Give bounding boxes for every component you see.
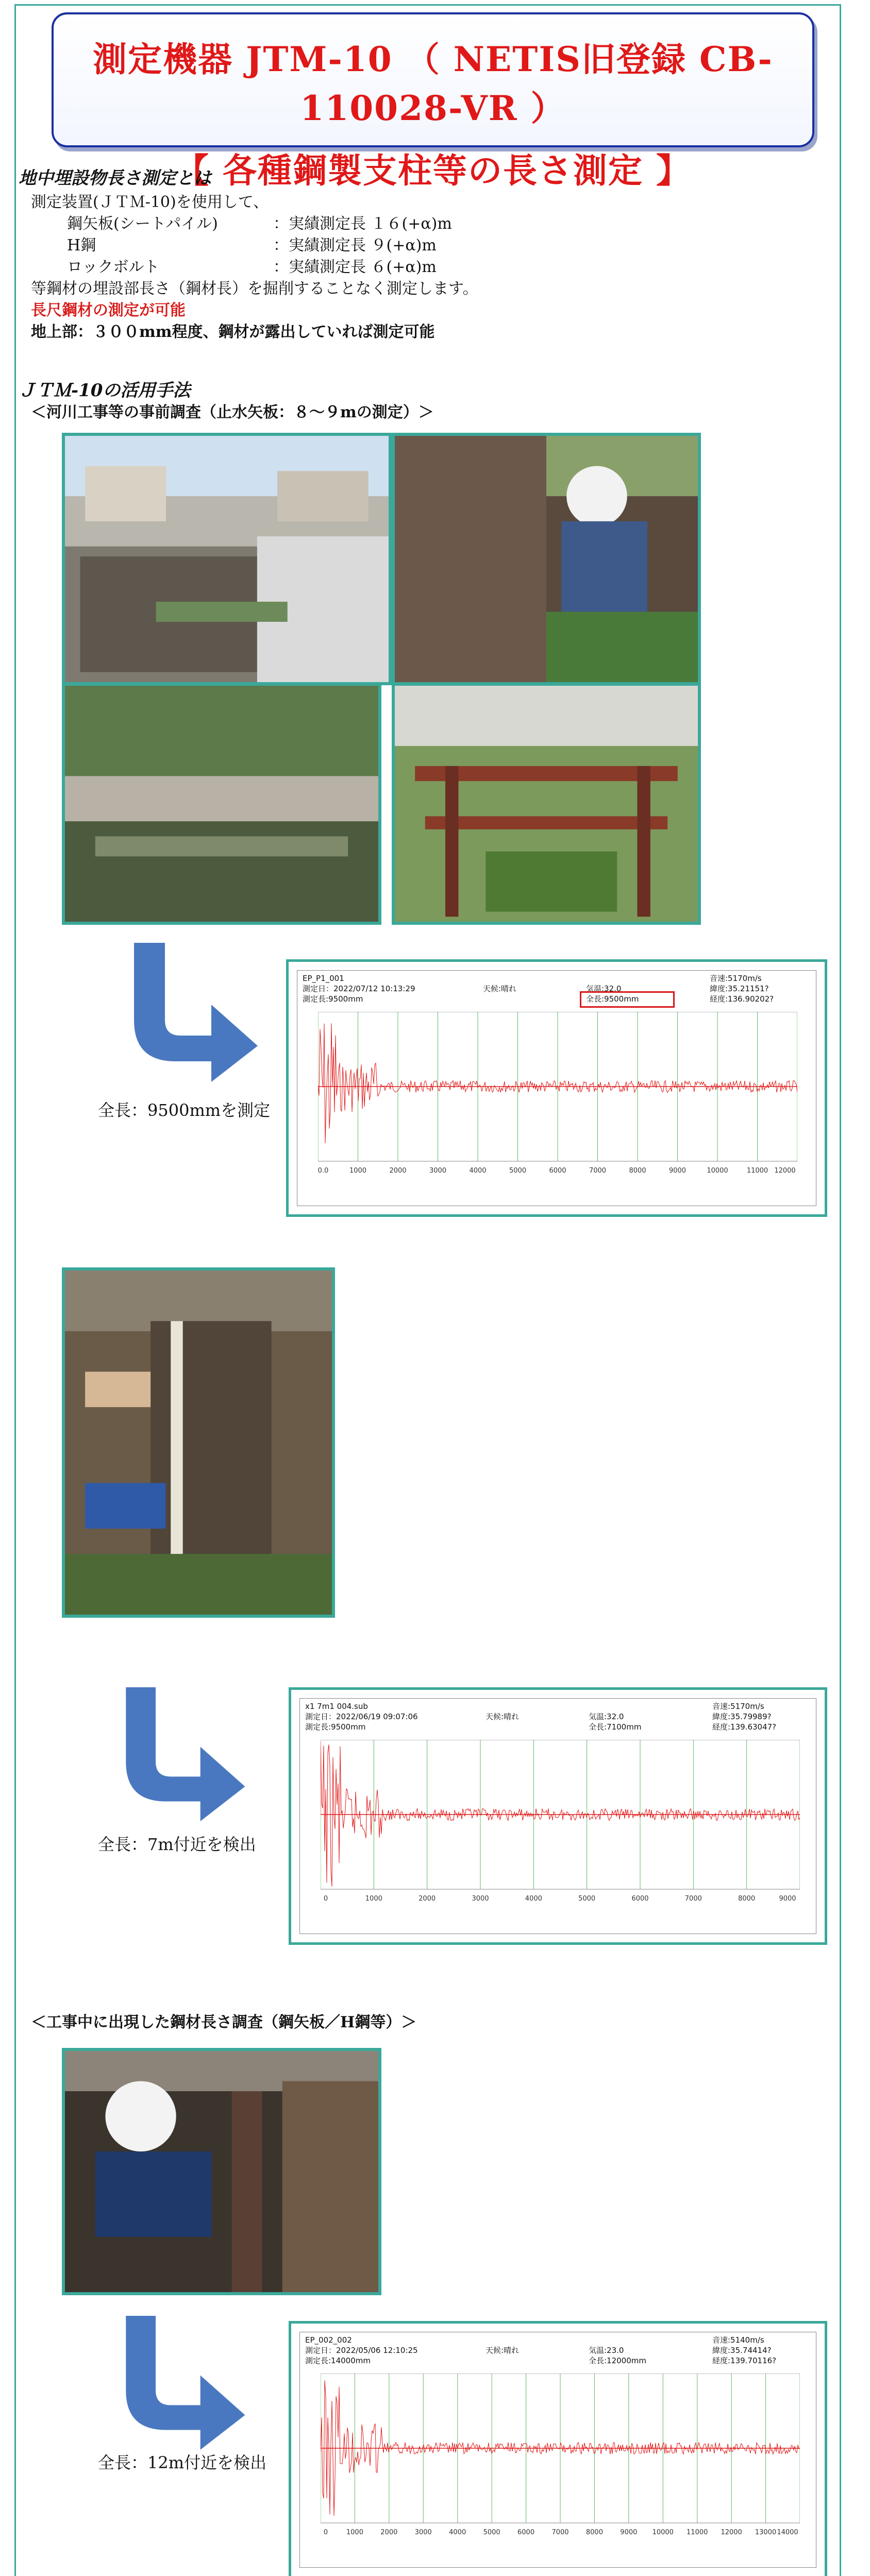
chart-3-file: EP_002_002 bbox=[305, 2335, 352, 2345]
x-tick-label: 7000 bbox=[551, 2529, 569, 2536]
chart-3-window bbox=[299, 2332, 816, 2568]
arrow-down-right-icon bbox=[124, 943, 263, 1082]
x-tick-label: 6000 bbox=[517, 2529, 535, 2536]
about-item-3-name: ロックボルト bbox=[67, 258, 160, 276]
x-tick-label: 2000 bbox=[380, 2529, 398, 2536]
chart-1-range: 測定長:9500mm bbox=[303, 994, 363, 1004]
about-intro: 測定装置(ＪＴＭ-10)を使用して、 bbox=[31, 193, 269, 211]
chart-1-window bbox=[297, 970, 816, 1206]
chart-2-date: 測定日：2022/06/19 09:07:06 bbox=[305, 1712, 418, 1721]
usage-sub1: ＜河川工事等の事前調査（止水矢板：８～９mの測定）＞ bbox=[31, 403, 434, 421]
usage-sub2: ＜工事中に出現した鋼材長さ調査（鋼矢板／H鋼等）＞ bbox=[31, 2013, 417, 2031]
chart-3-caption: 全長：12m付近を検出 bbox=[98, 2453, 267, 2472]
chart-3-speed: 音速:5140m/s bbox=[712, 2335, 764, 2345]
chart-1-total-highlight bbox=[580, 991, 675, 1008]
chart-2-lon: 経度:139.63047? bbox=[712, 1722, 777, 1732]
about-red-line: 長尺鋼材の測定が可能 bbox=[31, 301, 186, 319]
about-item-3 bbox=[31, 257, 804, 278]
chart-2-range: 測定長:9500mm bbox=[305, 1722, 366, 1732]
photo-channel-wall bbox=[62, 683, 381, 925]
x-tick-label: 0.0 bbox=[318, 1167, 329, 1175]
about-item-2-name: H鋼 bbox=[67, 236, 96, 255]
x-tick-label: 1000 bbox=[346, 2529, 363, 2536]
chart-1-total: 全長:9500mm bbox=[586, 994, 639, 1004]
photo-worker-measuring bbox=[392, 433, 701, 685]
chart-1-lon: 経度:136.90202? bbox=[710, 994, 774, 1004]
chart-1-header bbox=[297, 971, 816, 1004]
x-tick-label: 12000 bbox=[774, 1167, 796, 1175]
chart-2-lat: 緯度:35.79989? bbox=[712, 1712, 772, 1721]
about-item-1 bbox=[31, 213, 804, 235]
x-tick-label: 6000 bbox=[631, 1895, 649, 1903]
photo-tape-measure bbox=[62, 1267, 335, 1618]
x-tick-label: 1000 bbox=[365, 1895, 382, 1903]
x-tick-label: 0 bbox=[323, 1895, 328, 1903]
chart-2-file: x1 7m1 004.sub bbox=[305, 1702, 368, 1711]
x-tick-label: 2000 bbox=[419, 1895, 436, 1903]
chart-3-total: 全長:12000mm bbox=[589, 2356, 646, 2365]
x-tick-label: 2000 bbox=[389, 1167, 407, 1175]
x-tick-label: 9000 bbox=[668, 1167, 687, 1175]
chart-2-speed: 音速:5170m/s bbox=[712, 1702, 764, 1711]
photo-river-channel bbox=[62, 433, 392, 685]
chart-panel-1 bbox=[286, 959, 827, 1217]
x-tick-label: 5000 bbox=[578, 1895, 596, 1903]
x-tick-label: 6000 bbox=[549, 1167, 566, 1175]
about-item-3-spec: ：実績測定長 ６(+α)m bbox=[273, 258, 437, 276]
chart-2-caption: 全長：7m付近を検出 bbox=[98, 1835, 256, 1854]
chart-2-waveform bbox=[321, 1740, 800, 1905]
chart-panel-2 bbox=[289, 1687, 827, 1945]
chart-2-total: 全長:7100mm bbox=[589, 1722, 642, 1732]
x-tick-label: 4000 bbox=[469, 1167, 487, 1175]
x-tick-label: 12000 bbox=[721, 2529, 742, 2536]
chart-2-window bbox=[299, 1698, 816, 1934]
page-title: 測定機器 JTM-10 （ NETIS旧登録 CB-110028-VR ） bbox=[93, 39, 773, 128]
arrow-down-right-icon bbox=[113, 2316, 253, 2450]
photo-worker-excavation bbox=[62, 2048, 381, 2295]
chart-1-speed: 音速:5170m/s bbox=[710, 974, 762, 983]
chart-2-temp: 気温:32.0 bbox=[589, 1712, 624, 1721]
chart-3-header bbox=[300, 2332, 816, 2365]
chart-2-weather: 天候:晴れ bbox=[486, 1712, 520, 1721]
x-tick-label: 3000 bbox=[414, 2529, 432, 2536]
chart-3-weather: 天候:晴れ bbox=[486, 2346, 520, 2355]
chart-3-lon: 経度:139.70116? bbox=[712, 2356, 777, 2365]
x-tick-label: 8000 bbox=[585, 2529, 603, 2536]
chart-1-date: 測定日：2022/07/12 10:13:29 bbox=[303, 984, 415, 993]
chart-1-waveform bbox=[318, 1012, 797, 1177]
x-tick-label: 0 bbox=[323, 2529, 328, 2536]
x-tick-label: 9000 bbox=[620, 2529, 638, 2536]
chart-3-temp: 気温:23.0 bbox=[589, 2346, 624, 2355]
x-tick-label: 10000 bbox=[707, 1167, 728, 1175]
x-tick-label: 8000 bbox=[738, 1895, 756, 1903]
x-tick-label: 4000 bbox=[525, 1895, 542, 1903]
x-tick-label: 14000 bbox=[777, 2529, 798, 2536]
x-tick-label: 8000 bbox=[629, 1167, 646, 1175]
x-tick-label: 7000 bbox=[589, 1167, 607, 1175]
x-tick-label: 4000 bbox=[449, 2529, 466, 2536]
photo-sheet-pile-rails bbox=[392, 683, 701, 925]
chart-1-file: EP_P1_001 bbox=[303, 974, 344, 983]
x-tick-label: 1000 bbox=[349, 1167, 367, 1175]
about-text bbox=[31, 192, 804, 343]
page-subtitle: 【 各種鋼製支柱等の長さ測定 】 bbox=[175, 150, 691, 191]
about-line-after: 等鋼材の埋設部長さ（鋼材長）を掘削することなく測定します。 bbox=[31, 280, 478, 298]
x-tick-label: 5000 bbox=[509, 1167, 527, 1175]
chart-2-header bbox=[300, 1699, 816, 1732]
x-tick-label: 5000 bbox=[483, 2529, 500, 2536]
x-tick-label: 3000 bbox=[429, 1167, 447, 1175]
section-heading-usage: ＪＴＭ-10の活用手法 bbox=[19, 380, 191, 401]
chart-3-date: 測定日：2022/05/06 12:10:25 bbox=[305, 2346, 418, 2355]
chart-1-caption: 全長：9500mmを測定 bbox=[98, 1100, 271, 1120]
chart-1-weather: 天候:晴れ bbox=[483, 984, 517, 993]
x-tick-label: 11000 bbox=[746, 1167, 768, 1175]
chart-panel-3 bbox=[289, 2321, 827, 2576]
x-tick-label: 13000 bbox=[755, 2529, 777, 2536]
x-tick-label: 9000 bbox=[779, 1895, 796, 1903]
chart-3-lat: 緯度:35.74414? bbox=[712, 2346, 772, 2355]
x-tick-label: 3000 bbox=[472, 1895, 489, 1903]
about-item-1-name: 鋼矢板(シートパイル) bbox=[67, 215, 218, 233]
chart-3-range: 測定長:14000mm bbox=[305, 2356, 371, 2365]
section-heading-about: 地中埋設物長さ測定とは bbox=[19, 168, 211, 189]
arrow-down-right-icon bbox=[113, 1687, 253, 1821]
about-item-1-spec: ：実績測定長 １６(+α)m bbox=[273, 215, 452, 233]
about-last-line: 地上部：３００mm程度、鋼材が露出していれば測定可能 bbox=[31, 323, 435, 341]
chart-1-lat: 緯度:35.21151? bbox=[710, 984, 769, 993]
x-tick-label: 7000 bbox=[684, 1895, 702, 1903]
x-tick-label: 10000 bbox=[652, 2529, 674, 2536]
chart-1-temp: 気温:32.0 bbox=[586, 984, 622, 993]
x-tick-label: 11000 bbox=[687, 2529, 708, 2536]
about-item-2 bbox=[31, 235, 804, 257]
chart-3-waveform bbox=[321, 2374, 800, 2538]
about-item-2-spec: ：実績測定長 ９(+α)m bbox=[273, 236, 437, 255]
